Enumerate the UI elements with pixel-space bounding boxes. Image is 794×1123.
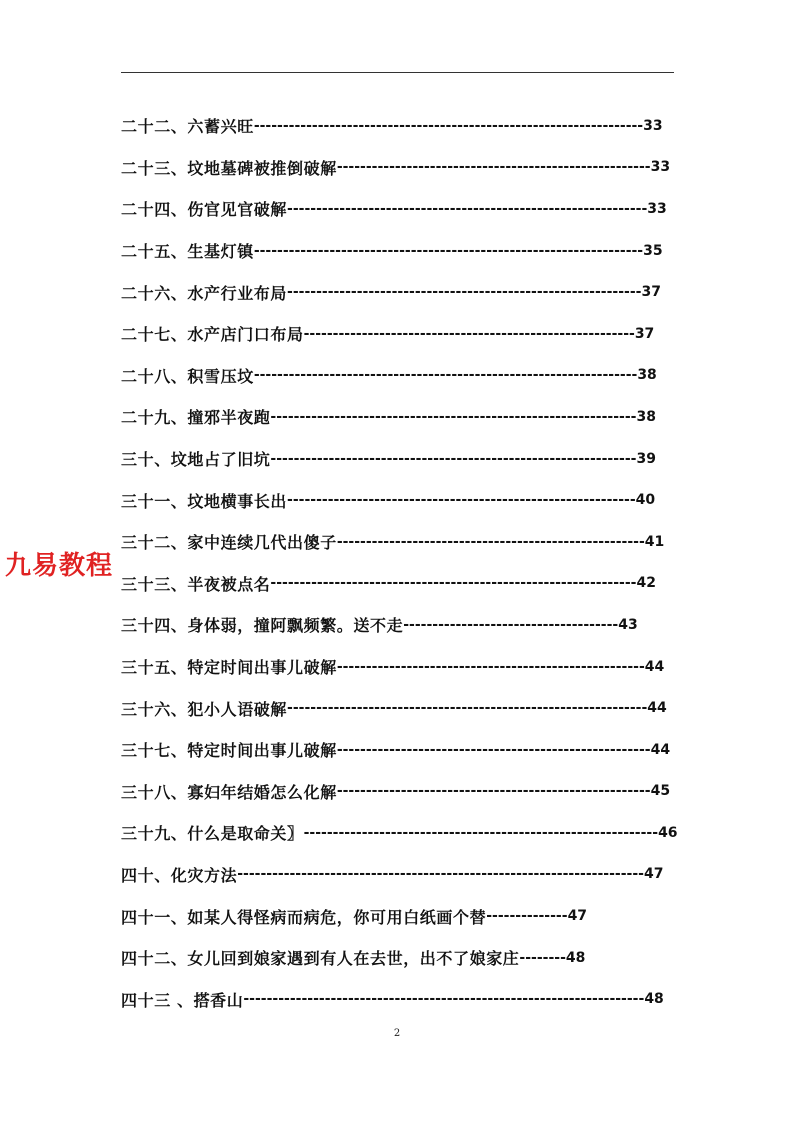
toc-entry-leader: ------------------------------------------------------------- [303, 824, 659, 841]
toc-entry-title: 三十八、寡妇年结婚怎么化解 [121, 782, 337, 802]
toc-entry-page: 38 [636, 408, 656, 425]
toc-entry[interactable] [121, 937, 681, 979]
toc-entry-page: 35 [643, 242, 663, 259]
toc-entry-title: 三十四、身体弱，撞阿飘频繁。送不走 [121, 616, 404, 636]
toc-entry-leader: --------------------------------------------------------- [303, 325, 635, 342]
toc-entry-title: 四十一、如某人得怪病而病危，你可用白纸画个替 [121, 907, 487, 927]
header-rule [121, 72, 674, 73]
toc-entry-leader: ----------------------------------------------------- [336, 533, 645, 550]
toc-entry-page: 47 [567, 908, 588, 925]
toc-entry-leader: ----------------------------------------------------- [336, 658, 645, 675]
toc-entry-title: 二十七、水产店门口布局 [121, 325, 304, 345]
toc-entry[interactable] [121, 355, 681, 397]
toc-entry-title: 三十九、什么是取命关〗 [121, 824, 304, 844]
table-of-contents [121, 105, 681, 1020]
page-number: 2 [393, 1028, 401, 1039]
toc-entry-title: 二十八、积雪压坟 [121, 366, 254, 386]
toc-entry-leader: -------------------------------------------------------------- [287, 200, 648, 217]
toc-entry-leader: -------- [519, 949, 566, 966]
toc-entry-title: 三十一、坟地横事长出 [121, 491, 288, 511]
toc-entry-leader: ------------------------------------------------------------ [287, 492, 636, 509]
toc-entry-title: 二十二、六蓄兴旺 [121, 117, 254, 137]
toc-entry-leader: ------------------------------------------------------ [336, 159, 651, 176]
toc-entry-leader: ---------------------------------------------------------------------- [237, 866, 644, 883]
toc-entry-title: 二十九、撞邪半夜跑 [121, 408, 271, 428]
toc-entry[interactable] [121, 438, 681, 480]
toc-entry-title: 四十三 、搭香山 [121, 990, 244, 1010]
toc-entry-page: 48 [565, 949, 586, 966]
toc-entry[interactable] [121, 479, 681, 521]
toc-entry-leader: --------------------------------------------------------------- [270, 408, 637, 425]
toc-entry-title: 二十三、坟地墓碑被推倒破解 [121, 158, 337, 178]
toc-entry[interactable] [121, 729, 681, 771]
toc-entry-title: 三十五、特定时间出事儿破解 [121, 658, 337, 678]
toc-entry-page: 47 [643, 866, 664, 883]
toc-entry-title: 二十五、生基灯镇 [121, 242, 254, 262]
toc-entry[interactable] [121, 604, 681, 646]
toc-entry-page: 39 [636, 450, 656, 467]
toc-entry-page: 37 [634, 325, 655, 342]
toc-entry-leader: ------------------------------------------------------ [336, 783, 651, 800]
toc-entry-leader: ------------------------------------------------------------- [287, 284, 642, 301]
toc-entry-page: 44 [647, 700, 667, 717]
toc-entry-page: 33 [647, 200, 667, 217]
toc-entry[interactable] [121, 271, 681, 313]
toc-entry-title: 二十六、水产行业布局 [121, 283, 288, 303]
toc-entry-page: 41 [644, 533, 665, 550]
toc-entry-page: 38 [637, 367, 657, 384]
toc-entry-page: 45 [650, 783, 671, 800]
toc-entry-page: 33 [643, 117, 663, 134]
toc-entry-title: 三十二、家中连续几代出傻子 [121, 533, 337, 553]
toc-entry[interactable] [121, 230, 681, 272]
toc-entry-leader: ------------------------------------- [403, 616, 619, 633]
toc-entry-page: 46 [658, 824, 678, 841]
toc-entry-leader: --------------------------------------------------------------------- [243, 991, 645, 1008]
toc-entry[interactable] [121, 854, 681, 896]
toc-entry[interactable] [121, 687, 681, 729]
toc-entry[interactable] [121, 978, 681, 1020]
toc-entry-title: 三十六、犯小人语破解 [121, 699, 288, 719]
toc-entry-title: 四十二、女儿回到娘家遇到有人在去世，出不了娘家庄 [121, 949, 520, 969]
toc-entry[interactable] [121, 771, 681, 813]
toc-entry-page: 44 [650, 741, 671, 758]
toc-entry-leader: ------------------------------------------------------------------ [253, 367, 638, 384]
toc-entry-title: 三十七、特定时间出事儿破解 [121, 741, 337, 761]
toc-entry-leader: ------------------------------------------------------------------- [253, 242, 644, 259]
toc-entry-leader: --------------------------------------------------------------- [270, 575, 637, 592]
toc-entry-leader: -------------- [486, 908, 568, 925]
toc-entry-title: 三十、坟地占了旧坑 [121, 450, 271, 470]
toc-entry[interactable] [121, 105, 681, 147]
toc-entry-page: 43 [618, 616, 638, 633]
toc-entry-page: 42 [636, 575, 656, 592]
toc-entry-page: 44 [644, 658, 665, 675]
toc-entry-page: 33 [650, 159, 671, 176]
toc-entry[interactable] [121, 563, 681, 605]
toc-entry[interactable] [121, 147, 681, 189]
toc-entry-leader: --------------------------------------------------------------- [270, 450, 637, 467]
watermark: 九易教程 [5, 551, 114, 581]
toc-entry[interactable] [121, 188, 681, 230]
toc-entry-page: 48 [644, 991, 664, 1008]
toc-entry-leader: ------------------------------------------------------------------- [253, 117, 644, 134]
toc-entry-leader: ------------------------------------------------------ [336, 741, 651, 758]
toc-entry-leader: -------------------------------------------------------------- [287, 700, 648, 717]
toc-entry[interactable] [121, 396, 681, 438]
toc-entry-page: 40 [635, 492, 656, 509]
toc-entry[interactable] [121, 521, 681, 563]
toc-entry-title: 三十三、半夜被点名 [121, 574, 271, 594]
toc-entry[interactable] [121, 646, 681, 688]
toc-entry-title: 二十四、伤官见官破解 [121, 200, 288, 220]
toc-entry[interactable] [121, 812, 681, 854]
toc-entry-page: 37 [641, 284, 661, 301]
toc-entry-title: 四十、化灾方法 [121, 865, 238, 885]
toc-entry[interactable] [121, 895, 681, 937]
toc-entry[interactable] [121, 313, 681, 355]
